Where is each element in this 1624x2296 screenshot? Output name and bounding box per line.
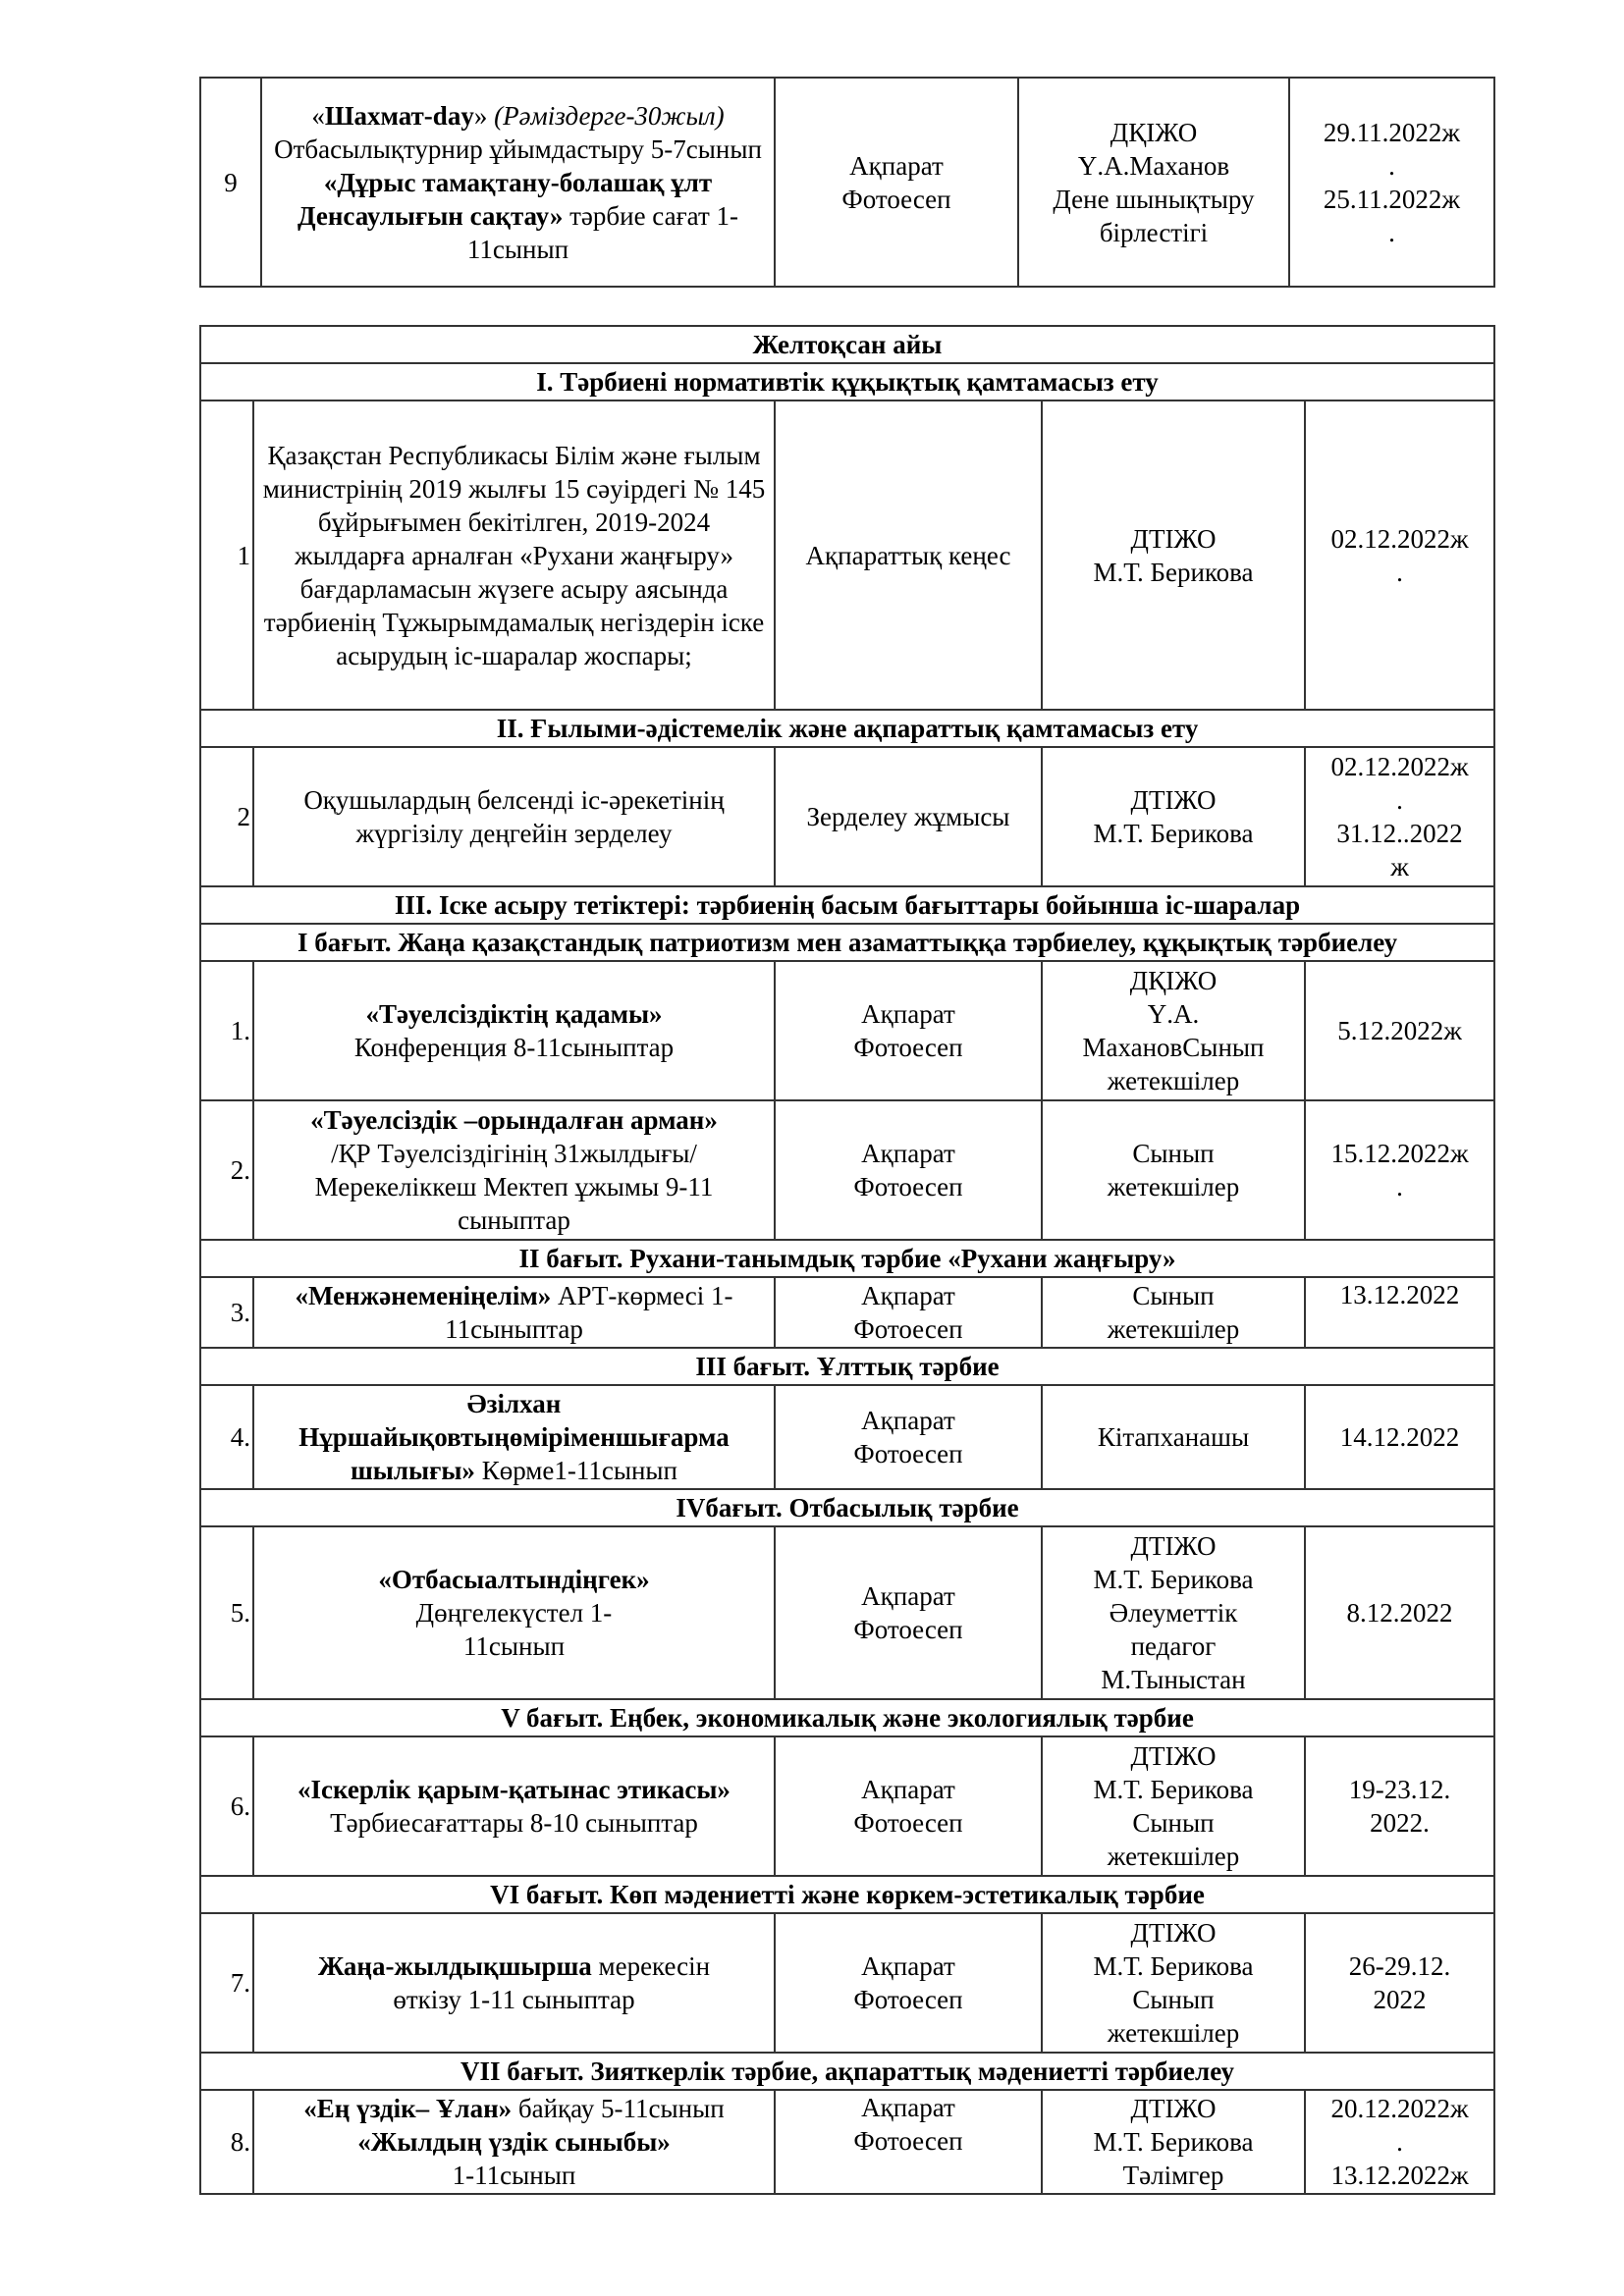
row-number: 9 [200, 78, 261, 287]
date-line: 29.11.2022ж [1323, 117, 1461, 147]
form-cell [775, 1385, 1042, 1489]
form-line: Ақпарат [861, 1281, 955, 1310]
row-number: 7. [200, 1913, 253, 2053]
event-text: Көрме1-11сынып [474, 1456, 678, 1485]
responsible-line: ДТІЖО [1130, 1918, 1217, 1948]
event-title-bold: «Менжәнеменіңелім» [295, 1281, 552, 1310]
form-line: Ақпарат [849, 150, 944, 181]
responsible-line: жетекшілер [1107, 1172, 1240, 1201]
november-continuation-table [199, 77, 1495, 288]
responsible-cell [1042, 747, 1305, 886]
direction-heading: VI бағыт. Көп мәдениетті және көркем-эстетикалық тәрбие [200, 1876, 1494, 1913]
date-line: 13.12.2022 [1339, 1280, 1460, 1309]
responsible-line: Сынып [1132, 1985, 1215, 2014]
event-title-bold: Шахмат-day [324, 100, 474, 131]
responsible-line: М.Т. Берикова [1093, 2127, 1254, 2157]
responsible-cell [1042, 961, 1305, 1100]
responsible-cell [1042, 2090, 1305, 2194]
responsible-line: Сынып [1132, 1139, 1215, 1168]
table-row [200, 1913, 1494, 2053]
row-number: 2 [200, 747, 253, 886]
date-line: 14.12.2022 [1339, 1422, 1460, 1452]
responsible-line: ДТІЖО [1130, 785, 1217, 815]
date-cell [1305, 1385, 1494, 1489]
responsible-line: Ү.А.Маханов [1077, 150, 1230, 181]
month-title: Желтоқсан айы [200, 326, 1494, 363]
section-heading: I. Тәрбиені нормативтік құқықтық қамтамасыз ету [200, 363, 1494, 400]
form-cell [775, 78, 1018, 287]
table-row [200, 1277, 1494, 1348]
date-cell [1305, 2090, 1494, 2194]
table-row [200, 1736, 1494, 1876]
event-text: 1-11сынып [452, 2161, 576, 2190]
date-cell [1305, 961, 1494, 1100]
event-title-bold: Жаңа-жылдықшырша [317, 1951, 592, 1981]
direction-heading-row [200, 1489, 1494, 1526]
responsible-line: ДТІЖО [1130, 1531, 1217, 1561]
event-cell [253, 1736, 775, 1876]
table-row [200, 1385, 1494, 1489]
responsible-line: М.Т. Берикова [1093, 819, 1254, 848]
form-line: Фотоесеп [853, 1033, 963, 1062]
table-row [200, 747, 1494, 886]
responsible-cell [1042, 1913, 1305, 2053]
responsible-line: М.Т. Берикова [1093, 1951, 1254, 1981]
responsible-line: ДҚІЖО [1129, 966, 1218, 995]
event-title-bold: «Ең үздік– Ұлан» [303, 2094, 513, 2123]
responsible-cell [1042, 1736, 1305, 1876]
event-text: Конференция 8-11сыныптар [353, 1033, 675, 1062]
responsible-line: жетекшілер [1107, 1066, 1240, 1095]
date-line: 2022 [1373, 1985, 1427, 2014]
direction-heading-row [200, 1240, 1494, 1277]
month-title-row [200, 326, 1494, 363]
responsible-cell [1042, 400, 1305, 710]
table-row [200, 1100, 1494, 1240]
event-title-bold: «Жылдың үздік сыныбы» [357, 2127, 671, 2157]
direction-heading-row [200, 1699, 1494, 1736]
event-title-bold: «Іскерлік қарым-қатынас этикасы» [298, 1775, 731, 1804]
date-line: 13.12.2022ж [1330, 2161, 1469, 2190]
form-line: Фотоесеп [853, 1615, 963, 1644]
responsible-line: М.Тыныстан [1101, 1665, 1246, 1694]
table-row [200, 2090, 1494, 2194]
direction-heading: II бағыт. Рухани-танымдық тәрбие «Рухани жаңғыру» [200, 1240, 1494, 1277]
form-line: Ақпарат [861, 1951, 955, 1981]
date-line: 15.12.2022ж [1330, 1139, 1469, 1168]
date-line: . [1388, 150, 1395, 181]
event-cell [261, 78, 775, 287]
form-line: Ақпарат [861, 1581, 955, 1611]
responsible-line: М.Т. Берикова [1093, 1565, 1254, 1594]
date-cell [1305, 747, 1494, 886]
date-line: 5.12.2022ж [1337, 1016, 1462, 1045]
row-number: 1 [200, 400, 253, 710]
row-number: 8. [200, 2090, 253, 2194]
event-cell [253, 1385, 775, 1489]
date-line: . [1396, 785, 1403, 815]
event-cell [253, 1913, 775, 2053]
event-text: /ҚР Тәуелсіздігінің 31жылдығы/ Мерекеліккеш Мектеп ұжымы 9-11 сыныптар [314, 1139, 714, 1235]
responsible-line: ДТІЖО [1130, 523, 1217, 554]
event-subtitle-italic: (Рәміздерге-30жыл) [494, 100, 725, 131]
event-text: АРТ-көрмесі 1-11сыныптар [445, 1281, 733, 1344]
form-cell [775, 400, 1042, 710]
row-number: 3. [200, 1277, 253, 1348]
date-cell [1305, 1100, 1494, 1240]
responsible-line: Әлеуметтік [1109, 1598, 1238, 1628]
table-row [200, 400, 1494, 710]
date-cell [1305, 1736, 1494, 1876]
date-line: 31.12..2022 [1336, 819, 1463, 848]
row-number: 6. [200, 1736, 253, 1876]
form-line: Ақпараттық кеңес [805, 540, 1011, 570]
responsible-line: ДТІЖО [1130, 1741, 1217, 1771]
form-line: Ақпарат [861, 2093, 955, 2122]
form-cell [775, 747, 1042, 886]
form-line: Ақпарат [861, 999, 955, 1029]
responsible-line: Сынып [1132, 1808, 1215, 1838]
table-row [200, 1526, 1494, 1699]
form-cell [775, 961, 1042, 1100]
date-line: 02.12.2022ж [1330, 752, 1469, 781]
event-text: тәрбие сағат 1-11сынып [466, 200, 738, 264]
event-text: мерекесін өткізу 1-11 сыныптар [393, 1951, 711, 2014]
form-line: Фотоесеп [853, 1439, 963, 1468]
direction-heading: VII бағыт. Зияткерлік тәрбие, ақпараттық мәдениетті тәрбиелеу [200, 2053, 1494, 2090]
event-title-bold: «Тәуелсіздіктің қадамы» [365, 999, 663, 1029]
direction-heading: III бағыт. Ұлттық тәрбие [200, 1348, 1494, 1385]
event-text: » [473, 100, 495, 131]
form-line: Фотоесеп [853, 1808, 963, 1838]
date-line: . [1396, 2127, 1403, 2157]
row-number: 4. [200, 1385, 253, 1489]
date-line: 02.12.2022ж [1330, 523, 1469, 554]
form-cell [775, 1913, 1042, 2053]
section-heading: II. Ғылыми-әдістемелік және ақпараттық қамтамасыз ету [200, 710, 1494, 747]
form-line: Фотоесеп [853, 1985, 963, 2014]
direction-heading-row [200, 1348, 1494, 1385]
direction-heading-row [200, 1876, 1494, 1913]
date-line: 25.11.2022ж [1323, 184, 1461, 214]
event-cell: Қазақстан Республикасы Білім және ғылым министрінің 2019 жылғы 15 сәуірдегі № 145 бұйрығымен бекітілген, 2019-2024 жылдарға арналған «Рухани жаңғыру» бағдарламасын жүзеге асыру аясында тәрбиенің Тұжырымдамалық негіздерін іске асырудың іс-шаралар жоспары; [253, 400, 775, 710]
form-line: Фотоесеп [841, 184, 951, 214]
direction-heading-row [200, 924, 1494, 961]
section-heading-row [200, 710, 1494, 747]
date-line: 8.12.2022 [1346, 1598, 1453, 1628]
event-text: байқау 5-11сынып [512, 2094, 725, 2123]
responsible-line: Сынып [1132, 1281, 1215, 1310]
event-title-bold: «Тәуелсіздік –орындалған арман» [310, 1105, 718, 1135]
responsible-line: М.Т. Берикова [1093, 557, 1254, 587]
responsible-line: педагог [1130, 1631, 1217, 1661]
date-cell [1305, 1526, 1494, 1699]
date-cell [1305, 1277, 1494, 1348]
event-text: Отбасылықтурнир ұйымдастыру 5-7сынып [274, 133, 762, 164]
event-title-bold: «Дұрыс тамақтану-болашақ ұлт Денсаулығын сақтау» [297, 167, 713, 231]
event-cell [253, 1277, 775, 1348]
event-cell [253, 1526, 775, 1699]
event-cell [253, 1100, 775, 1240]
date-line: . [1388, 217, 1395, 247]
table-row [200, 961, 1494, 1100]
date-cell [1305, 400, 1494, 710]
responsible-cell [1042, 1277, 1305, 1348]
responsible-line: Ү.А. [1147, 999, 1200, 1029]
responsible-line: Дене шынықтыру [1053, 184, 1255, 214]
direction-heading-row [200, 2053, 1494, 2090]
direction-heading: V бағыт. Еңбек, экономикалық және экологиялық тәрбие [200, 1699, 1494, 1736]
event-cell: Оқушылардың белсенді іс-әрекетінің жүргізілу деңгейін зерделеу [253, 747, 775, 886]
event-title-bold: «Отбасыалтындіңгек» [378, 1565, 650, 1594]
row-number: 2. [200, 1100, 253, 1240]
form-cell [775, 2090, 1042, 2194]
responsible-cell [1042, 1526, 1305, 1699]
form-cell [775, 1526, 1042, 1699]
responsible-line: Тәлімгер [1122, 2161, 1224, 2190]
row-number: 5. [200, 1526, 253, 1699]
date-line: ж [1390, 852, 1409, 881]
event-cell [253, 961, 775, 1100]
form-cell [775, 1736, 1042, 1876]
date-line: 19-23.12. [1348, 1775, 1451, 1804]
table-row [200, 78, 1494, 287]
section-heading: III. Іске асыру тетіктері: тәрбиенің басым бағыттары бойынша іс-шаралар [200, 886, 1494, 924]
date-cell [1305, 1913, 1494, 2053]
date-line: 26-29.12. [1348, 1951, 1451, 1981]
responsible-line: М.Т. Берикова [1093, 1775, 1254, 1804]
event-text: Тәрбиесағаттары 8-10 сыныптар [330, 1808, 698, 1838]
responsible-line: жетекшілер [1107, 1842, 1240, 1871]
responsible-line: жетекшілер [1107, 2018, 1240, 2048]
responsible-cell [1042, 1100, 1305, 1240]
form-cell [775, 1277, 1042, 1348]
form-line: Ақпарат [861, 1139, 955, 1168]
responsible-line: МахановСынып [1082, 1033, 1265, 1062]
responsible-line: жетекшілер [1107, 1314, 1240, 1344]
responsible-cell [1018, 78, 1289, 287]
event-text: « [311, 100, 325, 131]
date-line: 2022. [1370, 1808, 1430, 1838]
date-line: . [1396, 557, 1403, 587]
event-text: Дөңгелекүстел 1-11сынып [415, 1598, 613, 1661]
december-plan-table [199, 325, 1495, 2195]
event-title-bold: Әзілхан Нұршайықовтыңөміріменшығарма шылығы» [298, 1389, 730, 1485]
responsible-line: ДҚІЖО [1110, 117, 1198, 147]
responsible-line: бірлестігі [1099, 217, 1209, 247]
form-line: Ақпарат [861, 1775, 955, 1804]
date-line: . [1396, 1172, 1403, 1201]
date-cell [1289, 78, 1494, 287]
form-line: Фотоесеп [853, 2126, 963, 2156]
responsible-line: Кітапханашы [1097, 1422, 1250, 1452]
event-cell [253, 2090, 775, 2194]
form-line: Ақпарат [861, 1406, 955, 1435]
form-line: Фотоесеп [853, 1172, 963, 1201]
form-cell [775, 1100, 1042, 1240]
section-heading-row [200, 886, 1494, 924]
date-line: 20.12.2022ж [1330, 2094, 1469, 2123]
direction-heading: IVбағыт. Отбасылық тәрбие [200, 1489, 1494, 1526]
direction-heading: I бағыт. Жаңа қазақстандық патриотизм мен азаматтыққа тәрбиелеу, құқықтық тәрбиелеу [200, 924, 1494, 961]
responsible-cell [1042, 1385, 1305, 1489]
form-line: Фотоесеп [853, 1314, 963, 1344]
responsible-line: ДТІЖО [1130, 2094, 1217, 2123]
row-number: 1. [200, 961, 253, 1100]
form-line: Зерделеу жұмысы [806, 802, 1010, 831]
section-heading-row [200, 363, 1494, 400]
